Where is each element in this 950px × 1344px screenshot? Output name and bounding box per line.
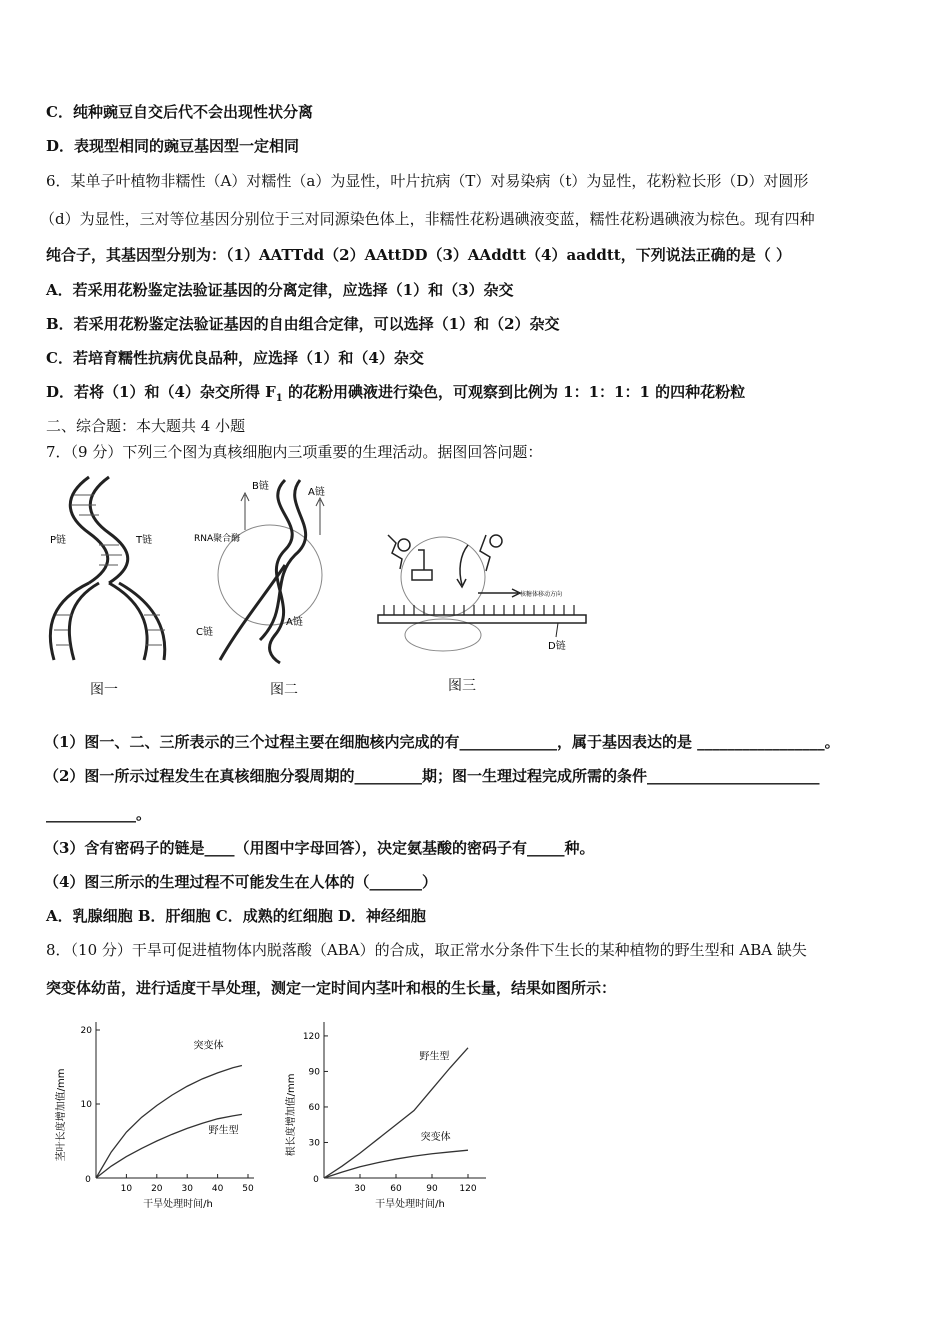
chart-2-x-tick-label: 120 bbox=[459, 1184, 477, 1194]
figure-2-transcription bbox=[190, 475, 340, 665]
chart-1-origin-label: 0 bbox=[85, 1175, 91, 1185]
q7-sub3: （3）含有密码子的链是____（用图中字母回答），决定氨基酸的密码子有_____种。 bbox=[44, 839, 595, 857]
q6-stem-line3: 纯合子，其基因型分别为：（1）AATTdd（2）AAttDD（3）AAddtt（4）aaddtt，下列说法正确的是（ ） bbox=[46, 246, 791, 264]
figure-2-label-c: C链 bbox=[196, 627, 213, 638]
section-2-heading: 二、综合题：本大题共 4 小题 bbox=[46, 417, 246, 435]
chart-1-series-label-1: 野生型 bbox=[208, 1125, 239, 1137]
chart-1-x-axis-label: 干旱处理时间/h bbox=[143, 1199, 213, 1210]
q6-option-d-post: 的花粉用碘液进行染色，可观察到比例为 1：1：1：1 的四种花粉粒 bbox=[282, 383, 746, 401]
figure-3-label-direction: 核糖体移动方向 bbox=[520, 591, 563, 598]
figure-1-caption: 图一 bbox=[90, 682, 118, 698]
q7-stem: 7．（9 分）下列三个图为真核细胞内三项重要的生理活动。据图回答问题： bbox=[46, 443, 543, 461]
chart-2-x-tick-label: 60 bbox=[390, 1184, 402, 1194]
chart-1-y-tick-label: 20 bbox=[80, 1026, 92, 1036]
q6-option-d-sub: 1 bbox=[275, 393, 283, 404]
q5-option-d: D．表现型相同的豌豆基因型一定相同 bbox=[46, 137, 300, 155]
chart-1-series-label-0: 突变体 bbox=[193, 1040, 224, 1052]
chart-1-series-line-0 bbox=[96, 1066, 242, 1178]
chart-1-x-tick-label: 40 bbox=[211, 1184, 224, 1194]
chart-1-x-tick-label: 20 bbox=[151, 1184, 163, 1194]
figure-3-caption: 图三 bbox=[448, 678, 476, 694]
q8-stem-line2: 突变体幼苗，进行适度干旱处理，测定一定时间内茎叶和根的生长量，结果如图所示： bbox=[46, 979, 617, 997]
q6-option-b: B．若采用花粉鉴定法验证基因的自由组合定律，可以选择（1）和（2）杂交 bbox=[46, 315, 560, 333]
chart-2-series-label-0: 野生型 bbox=[419, 1051, 450, 1063]
q5-option-c: C．纯种豌豆自交后代不会出现性状分离 bbox=[46, 103, 313, 121]
figure-2-label-b: B链 bbox=[252, 481, 269, 492]
chart-2-x-tick-label: 90 bbox=[426, 1184, 438, 1194]
figure-3-label-d: D链 bbox=[548, 641, 566, 652]
q6-stem-line1: 6．某单子叶植物非糯性（A）对糯性（a）为显性，叶片抗病（T）对易染病（t）为显性，花粉粒长形（D）对圆形 bbox=[46, 172, 809, 190]
q6-option-d-pre: D．若将（1）和（4）杂交所得 F bbox=[46, 383, 276, 401]
q7-sub2-continued: ____________。 bbox=[46, 805, 152, 823]
q7-sub4: （4）图三所示的生理过程不可能发生在人体的（_______） bbox=[44, 873, 437, 891]
chart-2-x-axis-label: 干旱处理时间/h bbox=[375, 1199, 445, 1210]
q6-option-d bbox=[46, 382, 745, 409]
figure-2-caption: 图二 bbox=[270, 682, 298, 698]
chart-1-y-axis-label: 茎叶长度增加值/mm bbox=[56, 1068, 67, 1162]
q8-stem-line1 bbox=[46, 940, 807, 960]
chart-2-series-label-1: 突变体 bbox=[420, 1132, 451, 1144]
q7-options: A．乳腺细胞 B．肝细胞 C．成熟的红细胞 D．神经细胞 bbox=[46, 907, 426, 925]
chart-1-y-tick-label: 10 bbox=[80, 1100, 92, 1110]
figure-1-dna-replication bbox=[44, 475, 174, 665]
chart-2-origin-label: 0 bbox=[313, 1175, 319, 1185]
q6-option-a: A．若采用花粉鉴定法验证基因的分离定律，应选择（1）和（3）杂交 bbox=[46, 281, 514, 299]
chart-root-growth bbox=[280, 1015, 500, 1215]
figure-2-label-a-bottom: A链 bbox=[286, 617, 303, 628]
chart-2-y-tick-label: 120 bbox=[302, 1031, 320, 1042]
chart-2-y-tick-label: 60 bbox=[308, 1102, 320, 1113]
q6-option-c: C．若培育糯性抗病优良品种，应选择（1）和（4）杂交 bbox=[46, 349, 424, 367]
q6-stem-line2: （d）为显性，三对等位基因分别位于三对同源染色体上，非糯性花粉遇碘液变蓝，糯性花粉遇碘液为棕色。现有四种 bbox=[40, 210, 815, 228]
q7-sub2: （2）图一所示过程发生在真核细胞分裂周期的_________期；图一生理过程完成所需的条件_______________________ bbox=[44, 767, 820, 785]
chart-stem-leaf-growth bbox=[48, 1015, 273, 1215]
chart-2-y-tick-label: 90 bbox=[308, 1067, 320, 1078]
q7-sub1: （1）图一、二、三所表示的三个过程主要在细胞核内完成的有_____________，属于基因表达的是 _________________。 bbox=[44, 733, 840, 751]
chart-1-x-tick-label: 10 bbox=[120, 1184, 133, 1194]
chart-2-x-tick-label: 30 bbox=[354, 1184, 366, 1194]
figure-2-label-a-top: A链 bbox=[308, 487, 325, 498]
chart-1-series-line-1 bbox=[96, 1114, 242, 1178]
q8-stem-line1-text: 8．（10 分）干旱可促进植物体内脱落酸（ABA）的合成，取正常水分条件下生长的某种植物的野生型和 ABA 缺失 bbox=[46, 941, 807, 959]
chart-1-x-tick-label: 30 bbox=[181, 1184, 193, 1194]
figure-1-label-t: T链 bbox=[136, 535, 153, 546]
figure-1-label-p: P链 bbox=[50, 535, 67, 546]
chart-1-x-tick-label: 50 bbox=[242, 1184, 254, 1194]
figure-3-translation bbox=[368, 515, 598, 665]
chart-2-y-tick-label: 30 bbox=[308, 1138, 320, 1149]
chart-2-y-axis-label: 根长度增加值/mm bbox=[286, 1073, 297, 1157]
figure-2-label-rna-polymerase: RNA聚合酶 bbox=[194, 534, 241, 544]
